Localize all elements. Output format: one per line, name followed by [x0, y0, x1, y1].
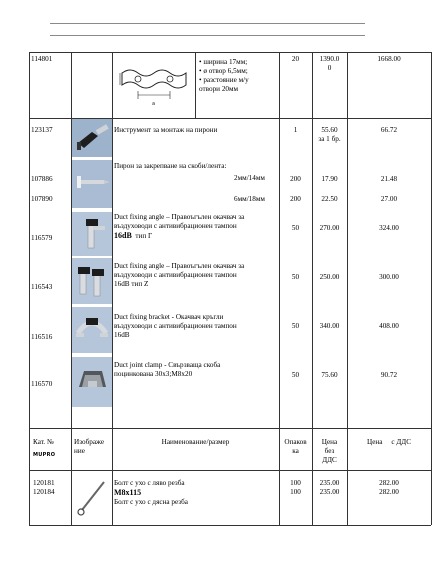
row-price-unit: за 1 бр. [318, 135, 341, 143]
header-image-2: ние [74, 447, 85, 455]
bolt-vat-1: 282.00 [379, 479, 399, 487]
header-vat: Цена с ДДС [367, 438, 411, 446]
row-qty: 200 [290, 175, 301, 183]
bolt-qty-2: 100 [290, 488, 301, 496]
row-qty: 50 [291, 224, 300, 232]
nail-heading: Пирон за закрепване на скоби/лента: [114, 162, 227, 170]
duct-angle-g-image [72, 212, 112, 256]
row-code: 116579 [31, 234, 53, 242]
db-rating: 16dB [114, 231, 132, 240]
row-name: Инструмент за монтаж на пирони [114, 126, 218, 134]
row-qty: 1 [293, 126, 298, 134]
row-name-3: 16dB [114, 331, 130, 339]
row-name-2: поцинкована 30x3;M8x20 [114, 370, 193, 378]
header-price-2: без [324, 447, 335, 455]
eye-bolt-image [74, 472, 110, 522]
row-price-cont: 0 [327, 64, 332, 72]
row-vat: 21.48 [380, 175, 398, 183]
row-name-3 [114, 231, 152, 241]
row-code: 116516 [31, 333, 53, 341]
header-price: Цена [321, 438, 338, 446]
header-pack-2: ка [292, 447, 299, 455]
row-vat: 324.00 [379, 224, 399, 232]
row-price: 1390.0 [319, 55, 340, 63]
mupro-logo: MUPRO [33, 452, 56, 458]
header-cat: Кат. № [33, 438, 54, 446]
row-vat: 27.00 [380, 195, 398, 203]
row-size: 2мм/14мм [234, 174, 265, 182]
row-qty: 200 [290, 195, 301, 203]
header-price-3: ДДС [322, 456, 337, 464]
bolt-vat-2: 282.00 [379, 488, 399, 496]
type-label: тип Г [135, 232, 153, 240]
duct-bracket-image [72, 307, 112, 353]
row-vat: 300.00 [379, 273, 399, 281]
nail-tool-image [72, 119, 112, 157]
row-qty: 20 [291, 55, 300, 63]
row-price: 340.00 [319, 322, 340, 330]
top-rule-1 [50, 23, 365, 24]
spec-line-4: отвори 20мм [199, 85, 239, 93]
row-name-2: въздуховоди с антивибрационен тампон [114, 222, 237, 230]
svg-text:a: a [152, 101, 156, 107]
row-vat: 408.00 [379, 322, 399, 330]
header-name: Наименование/размер [161, 438, 230, 446]
bolt-price-2: 235.00 [319, 488, 340, 496]
bolt-name-1: Болт с ухо с ляво резба [114, 479, 185, 487]
row-price: 250.00 [319, 273, 340, 281]
bolt-name-3: Болт с ухо с дясна резба [114, 498, 188, 506]
row-vat: 66.72 [380, 126, 398, 134]
row-code: 107890 [31, 195, 53, 203]
bolt-price-1: 235.00 [319, 479, 340, 487]
bolt-code-1: 120181 [33, 479, 55, 487]
row-qty: 50 [291, 322, 300, 330]
row-code: 123137 [31, 126, 53, 134]
nail-image [72, 160, 112, 208]
row-code: 116570 [31, 380, 53, 388]
top-rule-2 [50, 35, 365, 36]
row-price: 17.90 [321, 175, 338, 183]
spec-line-1: • ширина 17мм; [199, 58, 248, 66]
row-name-1: Duct fixing angle – Правоъгълен окачвач за [114, 213, 245, 221]
row-vat: 90.72 [380, 371, 398, 379]
row-qty: 50 [291, 371, 300, 379]
row-price: 270.00 [319, 224, 340, 232]
row-code: 107886 [31, 175, 53, 183]
row-size: 6мм/18мм [234, 195, 265, 203]
row-price: 55.60 [321, 126, 338, 134]
row-vat: 1668.00 [377, 55, 401, 63]
bolt-qty-1: 100 [290, 479, 301, 487]
bolt-name-2: M8x115 [114, 488, 142, 497]
row-code: 114801 [31, 55, 53, 63]
header-image: Изображе [74, 438, 105, 446]
spec-line-3: • разстояние м/у [199, 76, 249, 84]
spec-line-2: • ø отвор 6,5мм; [199, 67, 248, 75]
row-name-2: въздуховоди с антивибрационен тампон [114, 322, 237, 330]
row-qty: 50 [291, 273, 300, 281]
duct-clamp-image [72, 357, 112, 407]
row-name-1: Duct fixing angle – Правоъгълен окачвач за [114, 262, 245, 270]
row-name-2: въздуховоди с антивибрационен тампон [114, 271, 237, 279]
row-name-1: Duct fixing bracket - Окачвач кръгли [114, 313, 224, 321]
perforated-strip-drawing [116, 55, 192, 113]
row-name-1: Duct joint clamp - Свързваща скоба [114, 361, 221, 369]
row-name-3: 16dB тип Z [114, 280, 149, 288]
bolt-code-2: 120184 [33, 488, 55, 496]
header-pack: Опаков [284, 438, 307, 446]
row-price: 22.50 [321, 195, 338, 203]
row-code: 116543 [31, 283, 53, 291]
duct-angle-z-image [72, 258, 112, 304]
row-price: 75.60 [321, 371, 338, 379]
